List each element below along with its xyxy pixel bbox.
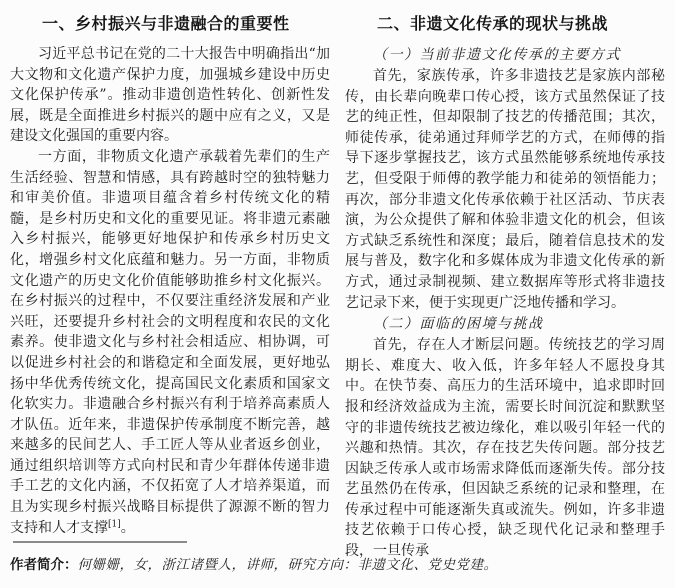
author-bio bbox=[10, 556, 665, 575]
footnote-area bbox=[10, 541, 665, 575]
footnote-divider bbox=[13, 541, 187, 543]
subsection-heading-1: （一）当前非遗文化传承的主要方式 bbox=[373, 47, 621, 63]
right-column bbox=[345, 13, 665, 562]
left-paragraph-2 bbox=[10, 147, 330, 538]
section-heading-1: 一、乡村振兴与非遗融合的重要性 bbox=[42, 14, 290, 33]
left-paragraph-1: 习近平总书记在党的二十大报告中明确指出“加大文物和文化遗产保护力度，加强城乡建设中历史文化保护传承”。推动非遗创造性转化、创新性发展，既是全面推进乡村振兴的题中应有之义，又是建设文化强国的重要内容。 bbox=[10, 46, 330, 145]
footnote-reference: [1] bbox=[108, 519, 121, 529]
section-heading-2: 二、非遗文化传承的现状与挑战 bbox=[377, 14, 609, 33]
right-paragraph-2: 首先，存在人才断层问题。传统技艺的学习周期长、难度大、收入低，许多年轻人不愿投身其中。在快节奏、高压力的生活环境中，追求即时回报和经济效益成为主流，需要长时间沉淀和默默坚守的非遗传统技艺被边缘化，难以吸引年轻一代的兴趣和热情。其次，存在技艺失传问题。部分技艺因缺乏传承人或市场需求降低而逐渐失传。部分技艺虽然仍在传承，但因缺乏系统的记录和整理，在传承过程中可能逐渐失真或流失。例如，许多非遗技艺依赖于口传心授，缺乏现代化记录和整理手段，一旦传承 bbox=[345, 337, 665, 560]
left-paragraph-2-end: 。 bbox=[120, 519, 135, 536]
left-column bbox=[10, 13, 330, 562]
subsection-heading-2: （二）面临的困境与挑战 bbox=[373, 316, 544, 333]
author-bio-label: 作者简介： bbox=[10, 557, 78, 573]
right-paragraph-1: 首先，家族传承，许多非遗技艺是家族内部秘传，由长辈向晚辈口传心授，该方式虽然保证了技艺的纯正性，但却限制了技艺的传播范围；其次，师徒传承，徒弟通过拜师学艺的方式，在师傅的指导下逐步掌握技艺，该方式虽然能够系统地传承技艺，但受限于师傅的教学能力和徒弟的领悟能力；再次，部分非遗文化传承依赖于社区活动、节庆表演，为公众提供了解和体验非遗文化的机会，但该方式缺乏系统性和深度；最后，随着信息技术的发展与普及，数字化和多媒体成为非遗文化传承的新方式，通过录制视频、建立数据库等形式将非遗技艺记录下来，便于实现更广泛地传播和学习。 bbox=[345, 68, 665, 311]
author-bio-text: 何姗姗，女，浙江诸暨人，讲师，研究方向：非遗文化、党史党建。 bbox=[77, 557, 498, 573]
left-paragraph-2-text: 一方面，非物质文化遗产承载着先辈们的生产生活经验、智慧和情感，具有跨越时空的独特魅力和审美价值。非遗项目蕴含着乡村传统文化的精髓，是乡村历史和文化的重要见证。将非遗元素融入乡村振兴，能够更好地保护和传承乡村历史文化，增强乡村文化底蕴和魅力。另一方面，非物质文化遗产的历史文化价值能够助推乡村文化振兴。在乡村振兴的过程中，不仅要注重经济发展和产业兴旺，还要提升乡村社会的文明程度和农民的文化素养。使非遗文化与乡村社会相适应、相协调，可以促进乡村社会的和谐稳定和全面发展，更好地弘扬中华优秀传统文化，提高国民文化素质和国家文化软实力。非遗融合乡村振兴有利于培养高素质人才队伍。近年来，非遗保护传承制度不断完善，越来越多的民间艺人、手工匠人等从业者返乡创业，通过组织培训等方式向村民和青少年群体传递非遗手工艺的文化内涵，不仅拓宽了人才培养渠道，而且为实现乡村振兴战略目标提供了源源不断的智力支持和人才支撑 bbox=[10, 148, 330, 536]
